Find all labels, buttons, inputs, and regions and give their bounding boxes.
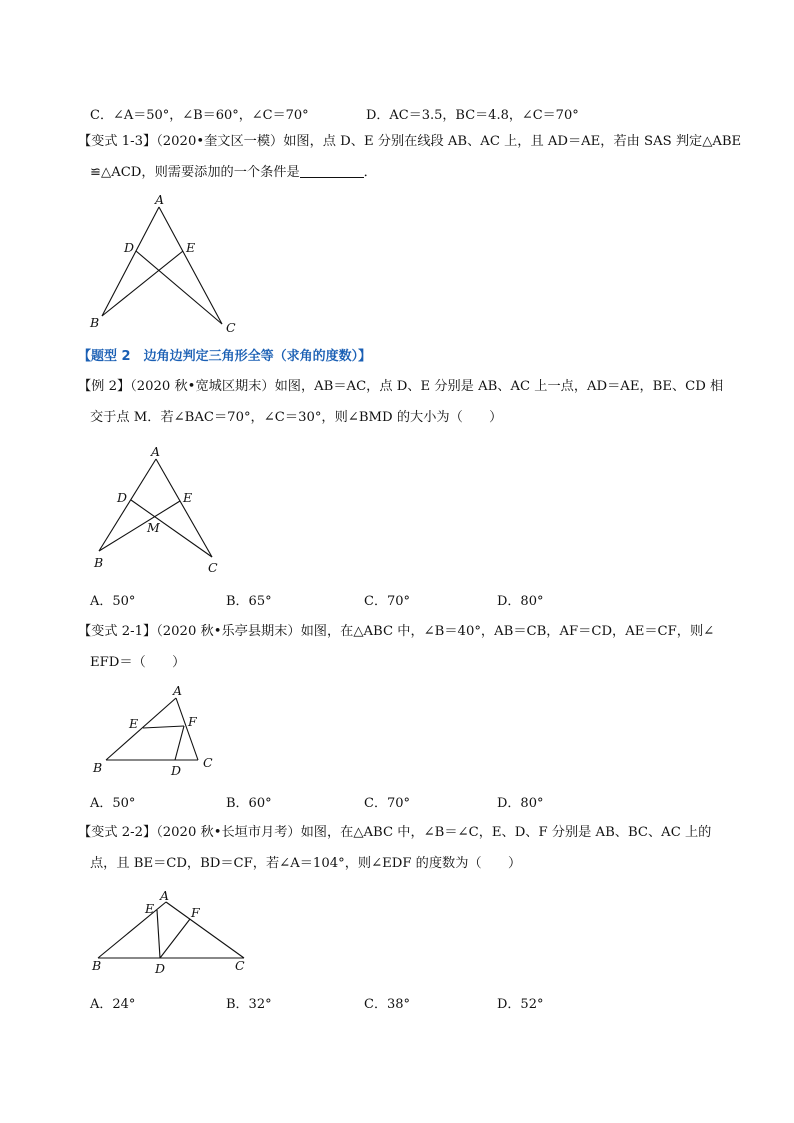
option-a[interactable]: A．50° (90, 796, 136, 811)
option-b[interactable]: B．65° (226, 594, 272, 609)
point-label-a: A (155, 192, 165, 207)
figure-v21 (92, 683, 213, 778)
point-label-m: M (147, 520, 160, 535)
option-d[interactable]: D．52° (497, 997, 544, 1012)
point-label-f: F (191, 905, 200, 920)
option-c: C．∠A＝50°，∠B＝60°，∠C＝70° (90, 108, 309, 123)
option-d[interactable]: D．80° (497, 594, 544, 609)
option-a[interactable]: A．50° (90, 594, 136, 609)
segment-ac (156, 459, 212, 557)
option-c[interactable]: C．38° (364, 997, 410, 1012)
question-tag: 【例 2】 (78, 379, 131, 394)
option-b[interactable]: B．60° (226, 796, 272, 811)
segment-ac (176, 698, 198, 760)
point-label-a: A (160, 888, 170, 903)
question-text: （2020 秋•长垣市月考）如图，在△ABC 中，∠B＝∠C，E、D、F 分别是 AB、BC、AC 上的 (156, 825, 712, 840)
point-label-f: F (188, 714, 197, 729)
question-tag: 【变式 1-3】 (78, 134, 157, 149)
point-label-c: C (235, 958, 245, 973)
segment-ab (98, 902, 166, 958)
question-v21-line2: EFD＝（ ） (90, 655, 186, 670)
option-c[interactable]: C．70° (364, 594, 410, 609)
segment-ac (159, 207, 222, 324)
segment-ab (102, 207, 159, 316)
figure-v13 (89, 192, 236, 335)
figure-v22 (91, 888, 245, 976)
question-text: （2020•奎文区一模）如图，点 D、E 分别在线段 AB、AC 上，且 AD＝AE，若由 SAS 判定△ABE (156, 134, 742, 149)
option-d[interactable]: D．80° (497, 796, 544, 811)
question-tag: 【变式 2-1】 (78, 624, 157, 639)
option-c[interactable]: C．70° (364, 796, 410, 811)
point-label-c: C (208, 560, 218, 575)
question-tag: 【变式 2-2】 (78, 825, 157, 840)
question-text: ． (363, 165, 377, 180)
segment-ac (166, 902, 244, 958)
point-label-e: E (183, 490, 193, 505)
question-text: （2020 秋•宽城区期末）如图，AB＝AC，点 D、E 分别是 AB、AC 上一点，AD＝AE，BE、CD 相 (130, 379, 724, 394)
segment-dc (131, 500, 212, 557)
point-label-d: D (117, 490, 128, 505)
segment-fd (175, 726, 184, 760)
segment-ab (106, 698, 176, 760)
point-label-d: D (124, 240, 135, 255)
segment-dc (136, 251, 222, 324)
point-label-d: D (155, 961, 166, 976)
option-d: D．AC＝3.5，BC＝4.8，∠C＝70° (366, 108, 579, 123)
option-a[interactable]: A．24° (90, 997, 136, 1012)
segment-ed (157, 910, 160, 958)
section-heading: 【题型 2 边角边判定三角形全等（求角的度数）】 (78, 349, 372, 364)
point-label-b: B (94, 555, 104, 570)
option-b[interactable]: B．32° (226, 997, 272, 1012)
question-text: （2020 秋•乐亭县期末）如图，在△ABC 中，∠B＝40°，AB＝CB，AF＝CD，AE＝CF，则∠ (156, 624, 715, 639)
point-label-a: A (151, 444, 161, 459)
point-label-c: C (226, 320, 236, 335)
point-label-b: B (90, 315, 100, 330)
segment-ab (99, 459, 156, 551)
point-label-d: D (171, 763, 182, 778)
point-label-c: C (203, 755, 213, 770)
point-label-b: B (92, 958, 102, 973)
point-label-a: A (173, 683, 183, 698)
figure-ex2 (93, 444, 218, 575)
segment-df (160, 919, 190, 958)
point-label-e: E (145, 901, 155, 916)
point-label-e: E (129, 716, 139, 731)
point-label-e: E (186, 240, 196, 255)
segment-ef (143, 726, 184, 728)
question-v22-line2: 点，且 BE＝CD，BD＝CF，若∠A＝104°，则∠EDF 的度数为（ ） (90, 856, 522, 871)
question-text: ≌△ACD，则需要添加的一个条件是 (90, 165, 300, 180)
question-ex2-line2: 交于点 M．若∠BAC＝70°，∠C＝30°，则∠BMD 的大小为（ ） (90, 410, 503, 425)
point-label-b: B (93, 760, 103, 775)
segment-be (102, 251, 183, 316)
